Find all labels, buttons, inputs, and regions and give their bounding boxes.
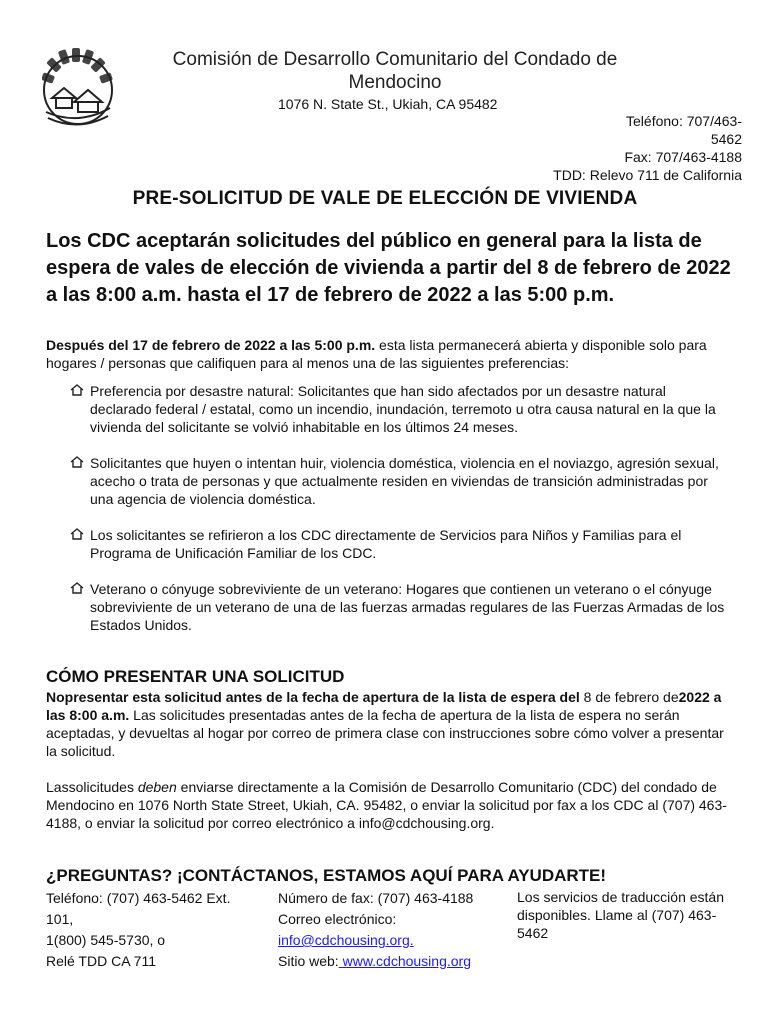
- contact-online-column: [278, 888, 508, 972]
- howto-text-2: Las solicitudes presentadas antes de la fecha de apertura de la lista de espera no serán aceptadas, y devueltas al hogar por correo de primera clase con instrucciones sobre cómo volver a presentar la solicitud.: [46, 707, 724, 759]
- howto-bold-2: 2022 a las 8:00 a.m.: [46, 689, 722, 723]
- after-deadline-paragraph: [46, 336, 736, 372]
- header-phone-line1: Teléfono: 707/463-: [626, 113, 742, 129]
- contact-phone-line: 1(800) 545-5730, o: [46, 932, 166, 948]
- howto-text-1: 8 de febrero de: [579, 689, 679, 705]
- howto-paragraph: [46, 688, 736, 760]
- howto-heading: CÓMO PRESENTAR UNA SOLICITUD: [46, 667, 345, 686]
- contact-website-link[interactable]: www.cdchousing.org: [338, 953, 471, 969]
- header-contact: [502, 112, 742, 184]
- header-tdd: TDD: Relevo 711 de California: [553, 167, 742, 183]
- contact-phone-line: Relé TDD CA 711: [46, 953, 156, 969]
- contact-email-link[interactable]: info@cdchousing.org.: [278, 932, 414, 948]
- preference-text: Solicitantes que huyen o intentan huir, violencia doméstica, violencia en el noviazgo, agresión sexual, acecho o trata de personas y que actualmente residen en viviendas de transición administradas por una agencia de violencia doméstica.: [90, 455, 719, 507]
- intro-paragraph: Los CDC aceptarán solicitudes del público en general para la lista de espera de vales de elección de vivienda a partir del 8 de febrero de 2022 a las 8:00 a.m. hasta el 17 de febrero de 2022 a las 5:00 p.m.: [46, 230, 731, 306]
- header-phone-line2: 5462: [710, 131, 742, 147]
- page-title: PRE-SOLICITUD DE VALE DE ELECCIÓN DE VIVIENDA: [132, 188, 638, 209]
- contact-heading: ¿PREGUNTAS? ¡CONTÁCTANOS, ESTAMOS AQUÍ PARA AYUDARTE!: [46, 866, 607, 885]
- contact-website-label: Sitio web:: [278, 953, 339, 969]
- submission-text-1: Lassolicitudes: [46, 779, 138, 795]
- preference-text: Los solicitantes se refirieron a los CDC directamente de Servicios para Niños y Familias para el Programa de Unificación Familiar de los CDC.: [90, 527, 682, 561]
- contact-fax: Número de fax: (707) 463-4188: [278, 890, 474, 906]
- house-icon: [70, 383, 84, 397]
- preference-text: Preferencia por desastre natural: Solicitantes que han sido afectados por un desastre natural declarado federal / estatal, como un incendio, inundación, terremoto u otra causa natural en la que la vivienda del solicitante se volvió inhabitable en los últimos 24 meses.: [90, 383, 716, 435]
- howto-bold-1: Nopresentar esta solicitud antes de la fecha de apertura de la lista de espera del: [46, 689, 580, 705]
- cdc-logo: [42, 46, 114, 132]
- translation-services-note: Los servicios de traducción están disponibles. Llame al (707) 463-5462: [517, 889, 724, 941]
- house-icon: [70, 527, 84, 541]
- submission-paragraph: [46, 778, 736, 832]
- org-address: 1076 N. State St., Ukiah, CA 95482: [278, 96, 498, 112]
- submission-text-2: enviarse directamente a la Comisión de Desarrollo Comunitario (CDC) del condado de Mendocino en 1076 North State Street, Ukiah, CA. 95482, o enviar la solicitud por fax a los CDC al (707) 463-4188, o enviar la solicitud por correo electrónico a info@cdchousing.org.: [46, 779, 727, 831]
- preference-text: Veterano o cónyuge sobreviviente de un veterano: Hogares que contienen un veterano o el cónyuge sobreviviente de un veterano de una de las fuerzas armadas regulares de las Fuerzas Armadas de los Estados Unidos.: [90, 581, 725, 633]
- after-deadline-bold: Después del 17 de febrero de 2022 a las 5:00 p.m.: [46, 337, 376, 353]
- submission-emphasis: deben: [137, 779, 177, 795]
- contact-email-label: Correo electrónico:: [278, 911, 397, 927]
- contact-phone-line: 101,: [46, 911, 74, 927]
- after-deadline-text: esta lista permanecerá abierta y disponible solo para hogares / personas que califiquen para al menos una de las siguientes preferencias:: [46, 337, 707, 371]
- house-icon: [70, 455, 84, 469]
- org-title: Comisión de Desarrollo Comunitario del Condado de Mendocino: [172, 49, 618, 93]
- contact-phone-line: Teléfono: (707) 463-5462 Ext.: [46, 890, 231, 906]
- contact-phone-column: [46, 888, 261, 972]
- house-icon: [70, 581, 84, 595]
- header-fax: Fax: 707/463-4188: [624, 149, 742, 165]
